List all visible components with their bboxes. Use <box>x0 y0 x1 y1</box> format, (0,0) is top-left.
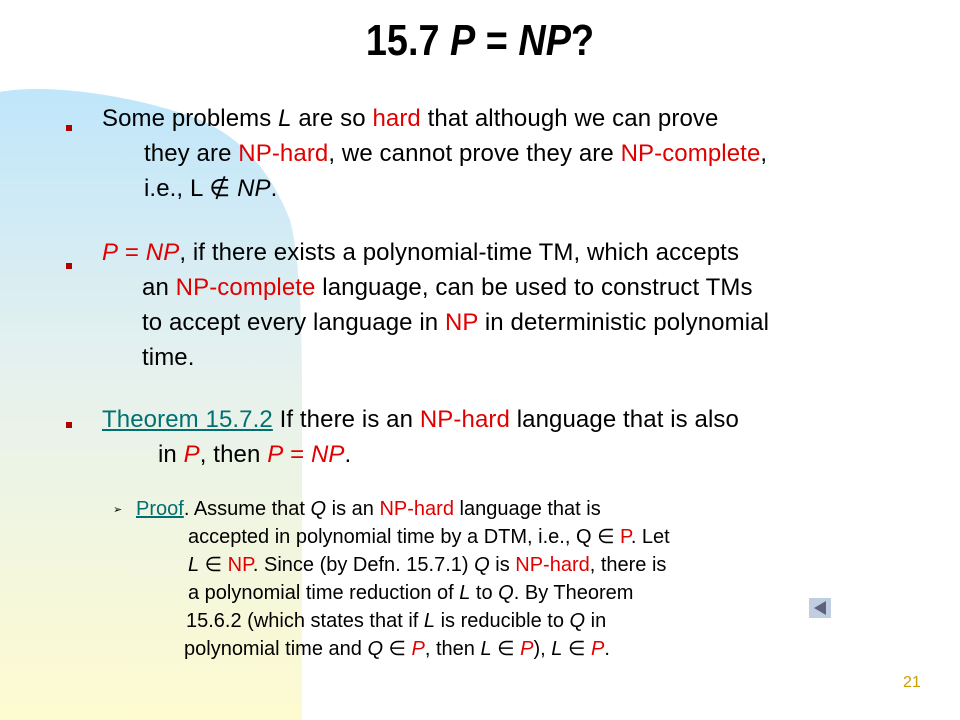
bullet-line: to accept every language in NP in deterministic polynomial <box>142 309 770 336</box>
bullet-line: i.e., L ∉ NP. <box>144 175 278 202</box>
bullet-line: time. <box>142 344 195 371</box>
bullet-p-equals-np <box>102 235 769 375</box>
bullet-theorem <box>102 402 739 472</box>
proof-link[interactable]: Proof <box>136 498 184 520</box>
proof-line: Proof. Assume that Q is an NP-hard language that is <box>136 498 601 520</box>
square-bullet-icon <box>66 422 72 428</box>
bullet-line: P = NP, if there exists a polynomial-time TM, which accepts <box>102 239 740 266</box>
back-button[interactable] <box>809 598 831 618</box>
back-triangle-icon <box>809 598 831 618</box>
square-bullet-icon <box>66 263 72 269</box>
bullet-hard-problems <box>102 101 767 206</box>
theorem-link[interactable]: Theorem 15.7.2 <box>102 406 273 433</box>
proof-line: L ∈ NP. Since (by Defn. 15.7.1) Q is NP-hard, there is <box>188 554 667 576</box>
proof-line: a polynomial time reduction of L to Q. By Theorem <box>188 582 634 604</box>
bullet-line: Some problems L are so hard that although we can prove <box>102 105 719 132</box>
page-number: 21 <box>903 674 921 691</box>
bullet-line: in P, then P = NP. <box>158 441 352 468</box>
proof-line: accepted in polynomial time by a DTM, i.e., Q ∈ P. Let <box>188 526 670 548</box>
proof-line: 15.6.2 (which states that if L is reducible to Q in <box>186 610 607 632</box>
square-bullet-icon <box>66 125 72 131</box>
bullet-line: Theorem 15.7.2 If there is an NP-hard language that is also <box>102 406 739 433</box>
bullet-line: they are NP-hard, we cannot prove they are NP-complete, <box>144 140 768 167</box>
proof-line: polynomial time and Q ∈ P, then L ∈ P), L ∈ P. <box>184 638 610 660</box>
arrow-bullet-icon: ➢ <box>113 504 123 516</box>
bullet-line: an NP-complete language, can be used to construct TMs <box>142 274 753 301</box>
proof-block <box>136 495 670 663</box>
page-title: 15.7 P = NP? <box>365 16 595 65</box>
